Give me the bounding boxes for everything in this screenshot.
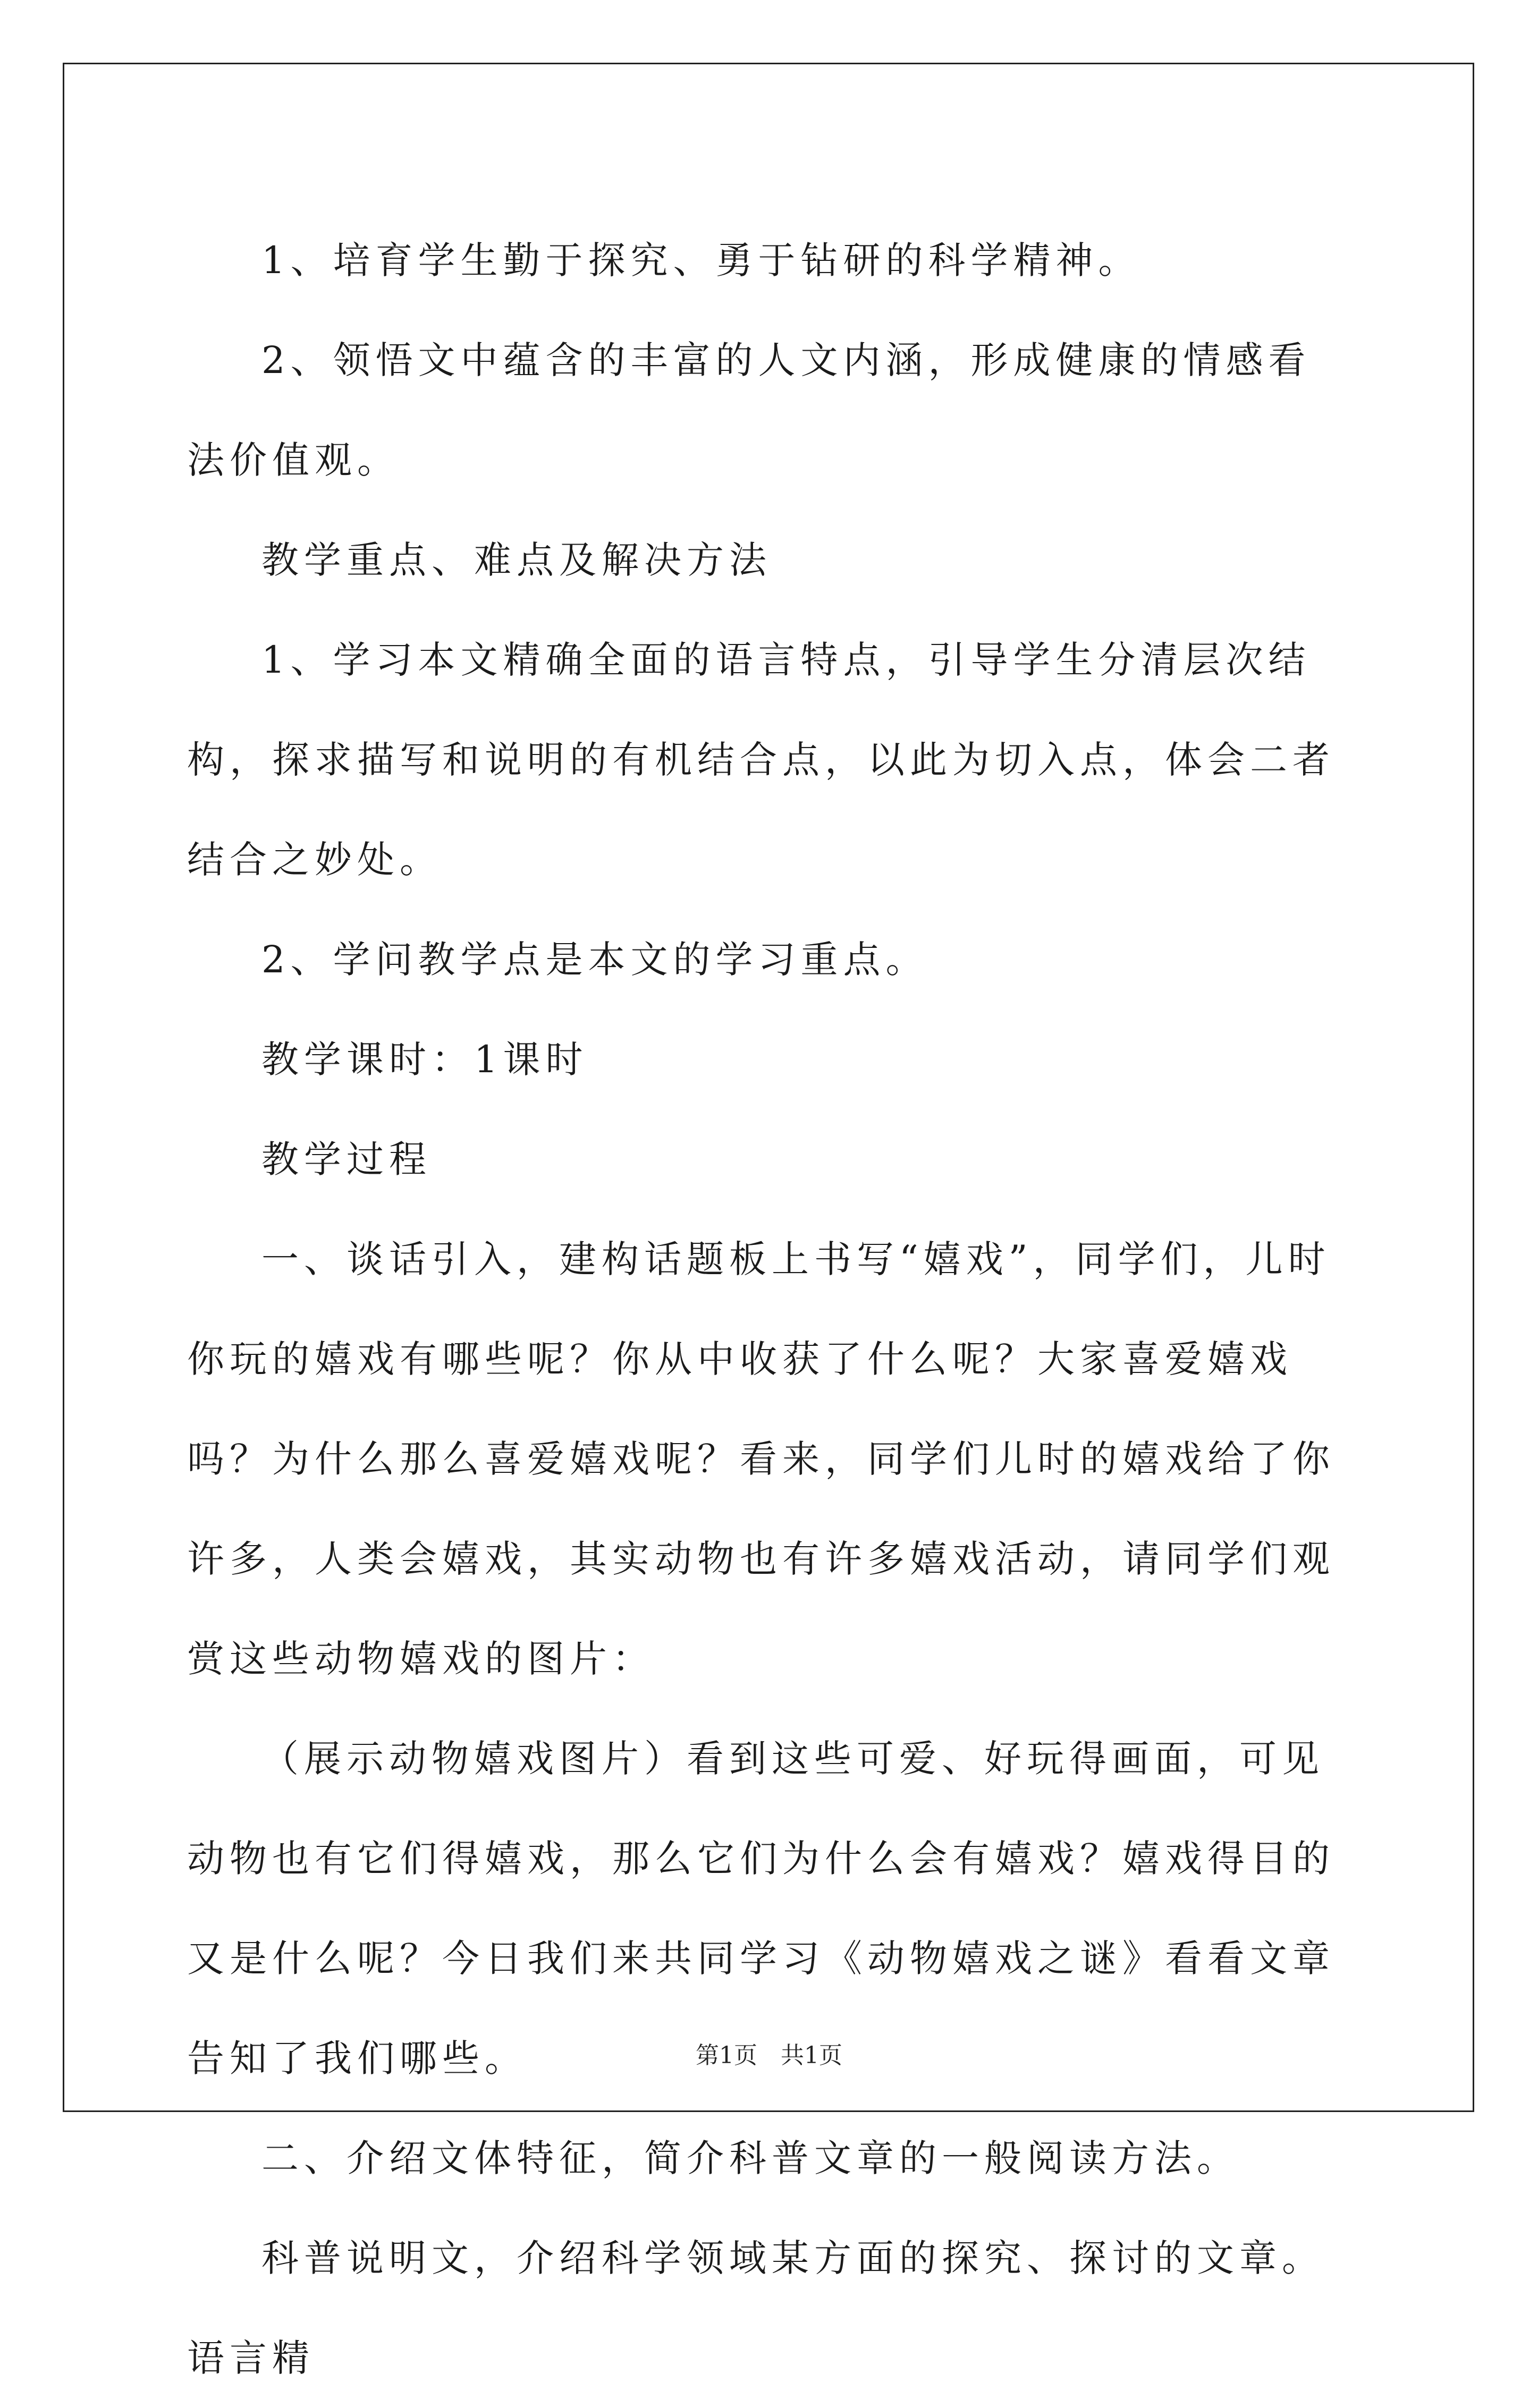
paragraph: 科普说明文，介绍科学领域某方面的探究、探讨的文章。语言精 <box>187 2236 1324 2380</box>
paragraph: 2、领悟文中蕴含的丰富的人文内涵，形成健康的情感看法价值观。 <box>187 338 1311 482</box>
paragraph: 一、谈话引入，建构话题板上书写“嬉戏”，同学们，儿时你玩的嬉戏有哪些呢？你从中收获了什么呢？大家喜爱嬉戏吗？为什么那么喜爱嬉戏呢？看来，同学们儿时的嬉戏给了你许多，人类会嬉戏，其实动物也有许多嬉戏活动，请同学们观赏这些动物嬉戏的图片： <box>187 1237 1335 1681</box>
paragraph: 二、介绍文体特征，简介科普文章的一般阅读方法。 <box>261 2136 1239 2180</box>
paragraph: 2、学问教学点是本文的学习重点。 <box>261 938 928 981</box>
paragraph: 教学课时：1课时 <box>261 1038 588 1081</box>
paragraph: 1、学习本文精确全面的语言特点，引导学生分清层次结构，探求描写和说明的有机结合点，以此为切入点，体会二者结合之妙处。 <box>187 638 1335 881</box>
page-footer <box>0 2036 1538 2070</box>
page-number: 第1页 <box>696 2042 757 2069</box>
document-body <box>187 210 1351 2408</box>
paragraph: 1、培育学生勤于探究、勇于钻研的科学精神。 <box>261 239 1141 282</box>
section-heading: 教学过程 <box>261 1138 432 1181</box>
section-heading: 教学重点、难点及解决方法 <box>261 538 772 582</box>
paragraph: （展示动物嬉戏图片）看到这些可爱、好玩得画面，可见动物也有它们得嬉戏，那么它们为什么会有嬉戏？嬉戏得目的又是什么呢？今日我们来共同学习《动物嬉戏之谜》看看文章告知了我们哪些。 <box>187 1737 1335 2080</box>
page-total: 共1页 <box>781 2042 842 2069</box>
